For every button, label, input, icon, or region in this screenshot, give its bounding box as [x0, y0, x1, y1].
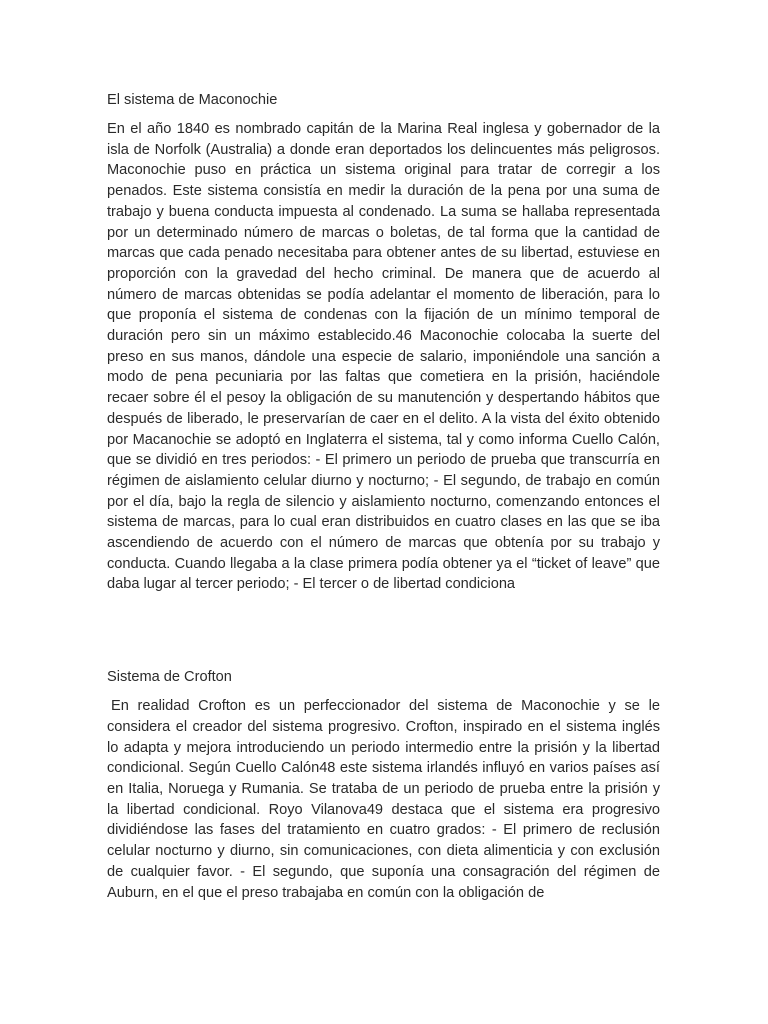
section-heading: Sistema de Crofton — [107, 669, 232, 686]
section-maconochie — [107, 90, 660, 595]
section-heading: El sistema de Maconochie — [107, 92, 278, 108]
section-paragraph: En el año 1840 es nombrado capitán de la Marina Real inglesa y gobernador de la isla de Norfolk (Australia) a donde eran deportados los delincuentes más peligrosos. Maconochie puso en práctica un sistema original para tratar de corregir a los penados. Este sistema consistía en medir la duración de la pena por una suma de trabajo y buena conducta impuesta al condenado. La suma se hallaba representada por un determinado número de marcas o boletas, de tal forma que la cantidad de marcas que cada penado necesitaba para obtener antes de su libertad, estuviese en proporción con la gravedad del hecho criminal. De manera que de acuerdo al número de marcas obtenidas se podía adelantar el momento de liberación, para lo que proponía el sistema de condenas con la fijación de un mínimo temporal de duración pero sin un máximo establecido.46 Maconochie colocaba la suerte del preso en sus manos, dándole una especie de salario, imponiéndole una sanción a modo de pena pecuniaria por las faltas que cometiera en la prisión, haciéndole recaer sobre él el pesoy la obligación de su manutención y despertando hábitos que después de liberado, le preservarían de caer en el delito. A la vista del éxito obtenido por Macanochie se adoptó en Inglaterra el sistema, tal y como informa Cuello Calón, que se dividió en tres periodos: - El primero un periodo de prueba que transcurría en régimen de aislamiento celular diurno y nocturno; - El segundo, de trabajo en común por el día, bajo la regla de silencio y aislamiento nocturno, comenzando entonces el sistema de marcas, para lo cual eran distribuidos en cuatro clases en las que se iba ascendiendo de acuerdo con el número de marcas que obtenía por su trabajo y conducta. Cuando llegaba a la clase primera podía obtener ya el “ticket of leave” que daba lugar al tercer periodo; - El tercer o de libertad condiciona — [107, 121, 660, 593]
section-paragraph: En realidad Crofton es un perfeccionador del sistema de Maconochie y se le considera el creador del sistema progresivo. Crofton, inspirado en el sistema inglés lo adapta y mejora introduciendo un periodo intermedio entre la prisión y la libertad condicional. Según Cuello Calón48 este sistema irlandés influyó en varios países así en Italia, Noruega y Rumania. Se trataba de un periodo de prueba entre la prisión y la libertad condicional. Royo Vilanova49 destaca que el sistema era progresivo dividiéndose las fases del tratamiento en cuatro grados: - El primero de reclusión celular nocturno y diurno, sin comunicaciones, con dieta alimenticia y con exclusión de cualquier favor. - El segundo, que suponía una consagración del régimen de Auburn, en el que el preso trabajaba en común con la obligación de — [107, 698, 660, 901]
document-page — [107, 90, 660, 903]
section-crofton — [107, 667, 660, 903]
